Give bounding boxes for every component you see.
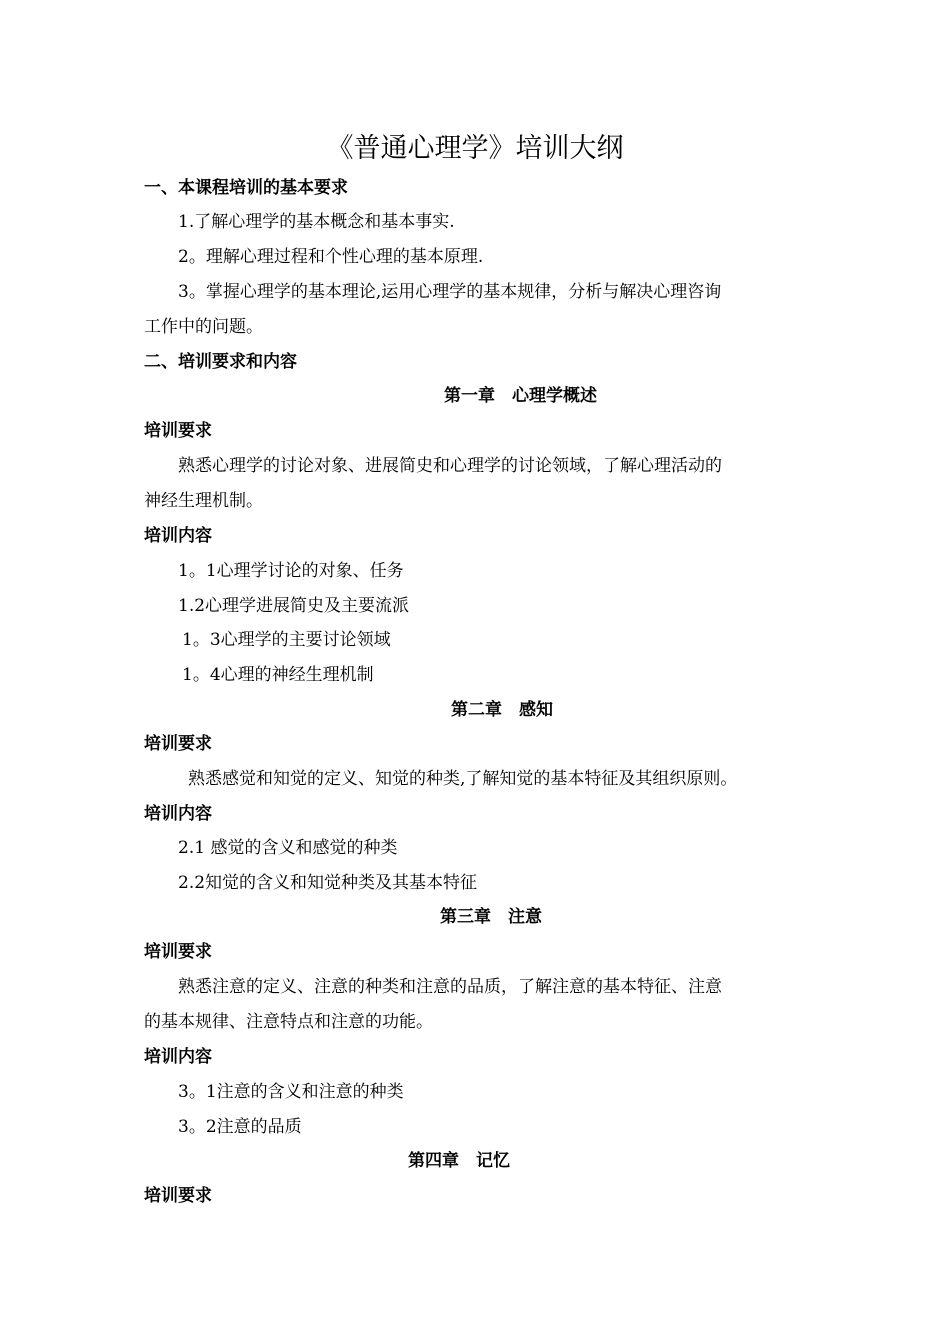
chapter2-requirement-label: 培训要求: [144, 734, 212, 754]
document-title: 《普通心理学》培训大纲: [326, 133, 624, 164]
chapter1-requirement-label: 培训要求: [144, 421, 212, 441]
chapter2-content-item: 2.1 感觉的含义和感觉的种类: [178, 838, 398, 858]
chapter1-requirement-text-continued: 神经生理机制。: [144, 491, 263, 511]
chapter3-content-item: 3。2注意的品质: [178, 1117, 302, 1137]
chapter1-requirement-text: 熟悉心理学的讨论对象、进展简史和心理学的讨论领域，了解心理活动的: [178, 456, 722, 476]
requirement-item-2: 2。理解心理过程和个性心理的基本原理.: [178, 247, 484, 267]
section-heading-training-content: 二、培训要求和内容: [144, 352, 297, 372]
chapter1-content-item: 1.2心理学进展简史及主要流派: [178, 596, 410, 616]
chapter1-content-item: 1。1心理学讨论的对象、任务: [178, 561, 404, 581]
chapter2-requirement-text: 熟悉感觉和知觉的定义、知觉的种类,了解知觉的基本特征及其组织原则。: [188, 769, 738, 789]
chapter4-requirement-label: 培训要求: [144, 1186, 212, 1206]
chapter-title-1: 第一章 心理学概述: [444, 386, 597, 406]
chapter2-content-label: 培训内容: [144, 804, 212, 824]
chapter3-content-item: 3。1注意的含义和注意的种类: [178, 1082, 404, 1102]
chapter1-content-item: 1。4心理的神经生理机制: [182, 665, 374, 685]
requirement-item-1: 1.了解心理学的基本概念和基本事实.: [178, 212, 455, 232]
section-heading-basic-requirements: 一、本课程培训的基本要求: [144, 178, 348, 198]
chapter2-content-item: 2.2知觉的含义和知觉种类及其基本特征: [178, 873, 478, 893]
chapter-title-3: 第三章 注意: [440, 907, 542, 927]
chapter3-requirement-label: 培训要求: [144, 942, 212, 962]
requirement-item-3-continued: 工作中的问题。: [144, 317, 263, 337]
chapter3-requirement-text: 熟悉注意的定义、注意的种类和注意的品质，了解注意的基本特征、注意: [178, 977, 722, 997]
requirement-item-3: 3。掌握心理学的基本理论,运用心理学的基本规律，分析与解决心理咨询: [178, 282, 722, 302]
chapter3-requirement-text-continued: 的基本规律、注意特点和注意的功能。: [144, 1012, 433, 1032]
chapter1-content-label: 培训内容: [144, 526, 212, 546]
chapter3-content-label: 培训内容: [144, 1047, 212, 1067]
chapter-title-2: 第二章 感知: [451, 700, 553, 720]
chapter-title-4: 第四章 记忆: [408, 1151, 510, 1171]
chapter1-content-item: 1。3心理学的主要讨论领域: [182, 630, 391, 650]
